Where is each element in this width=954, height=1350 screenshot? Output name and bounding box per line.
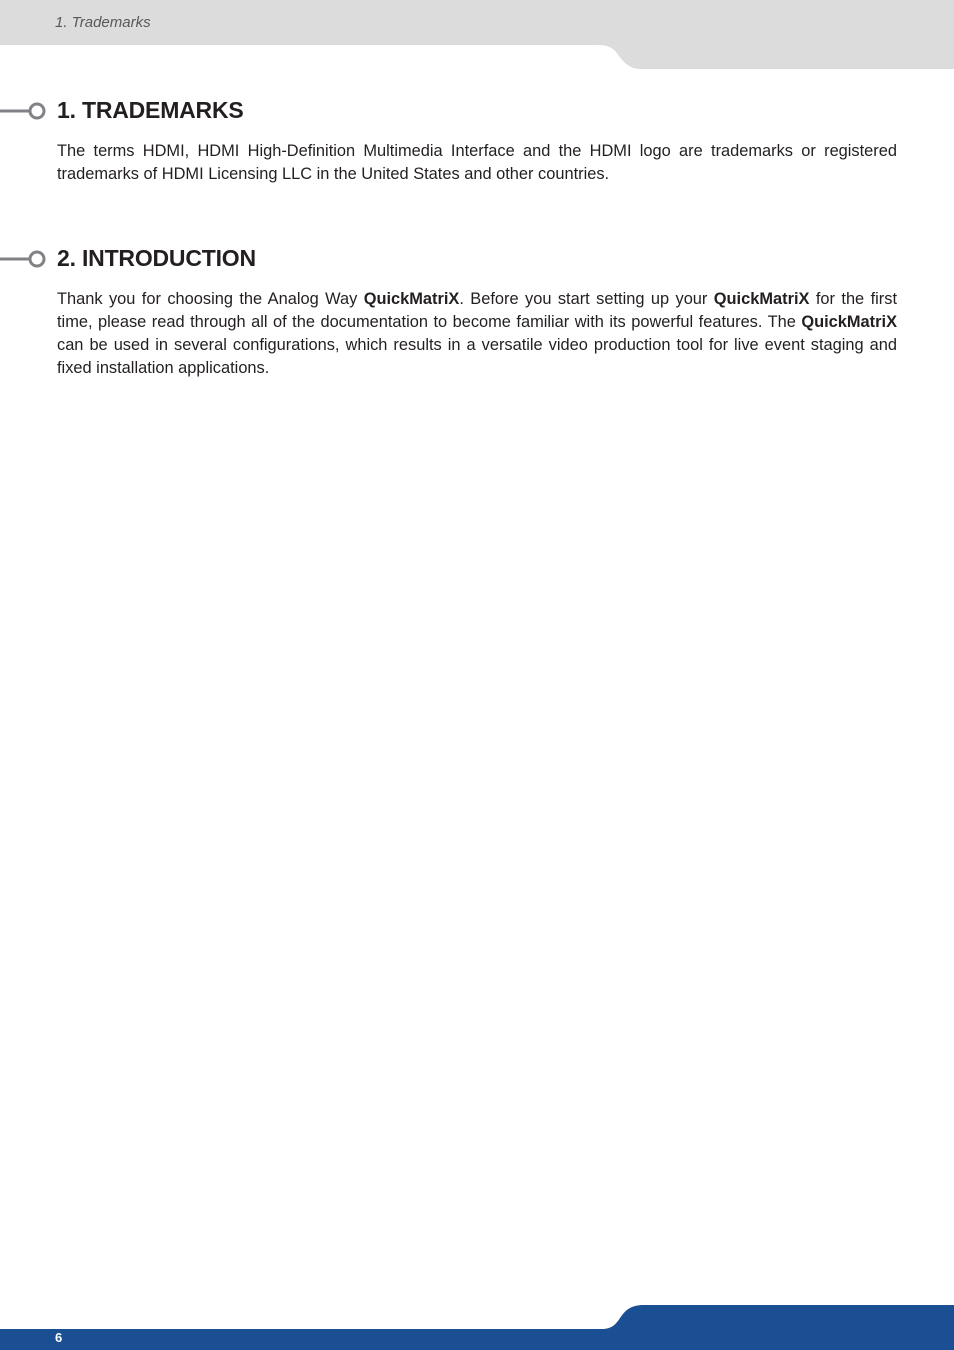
section-paragraph — [57, 288, 897, 380]
footer-band-shape — [0, 1305, 954, 1350]
section-marker-icon — [0, 100, 48, 122]
product-name: QuickMatriX — [363, 290, 460, 308]
text-run: Thank you for choosing the Analog Way — [57, 290, 364, 308]
footer-band — [0, 1304, 954, 1350]
section-paragraph: The terms HDMI, HDMI High-Definition Multimedia Interface and the HDMI logo are trademarks or registered trademarks of HDMI Licensing LLC in the United States and other countries. — [57, 142, 897, 183]
section-title: 1. TRADEMARKS — [57, 97, 244, 123]
header-band-shape — [0, 0, 954, 69]
product-name: QuickMatriX — [801, 313, 897, 331]
section-title: 2. INTRODUCTION — [57, 245, 256, 271]
product-name: QuickMatriX — [713, 290, 810, 308]
page-number: 6 — [55, 1330, 63, 1345]
text-run: can be used in several configurations, which results in a versatile video production tool for live event staging and fixed installation applications. — [57, 336, 897, 377]
header-band — [0, 0, 954, 70]
running-header-title: 1. Trademarks — [55, 14, 151, 31]
text-run: for the first time, please read through all of the documentation to become familiar with its powerful features. The — [57, 290, 897, 331]
text-run: . Before you start setting up your — [459, 290, 714, 308]
section-marker-icon — [0, 248, 48, 270]
